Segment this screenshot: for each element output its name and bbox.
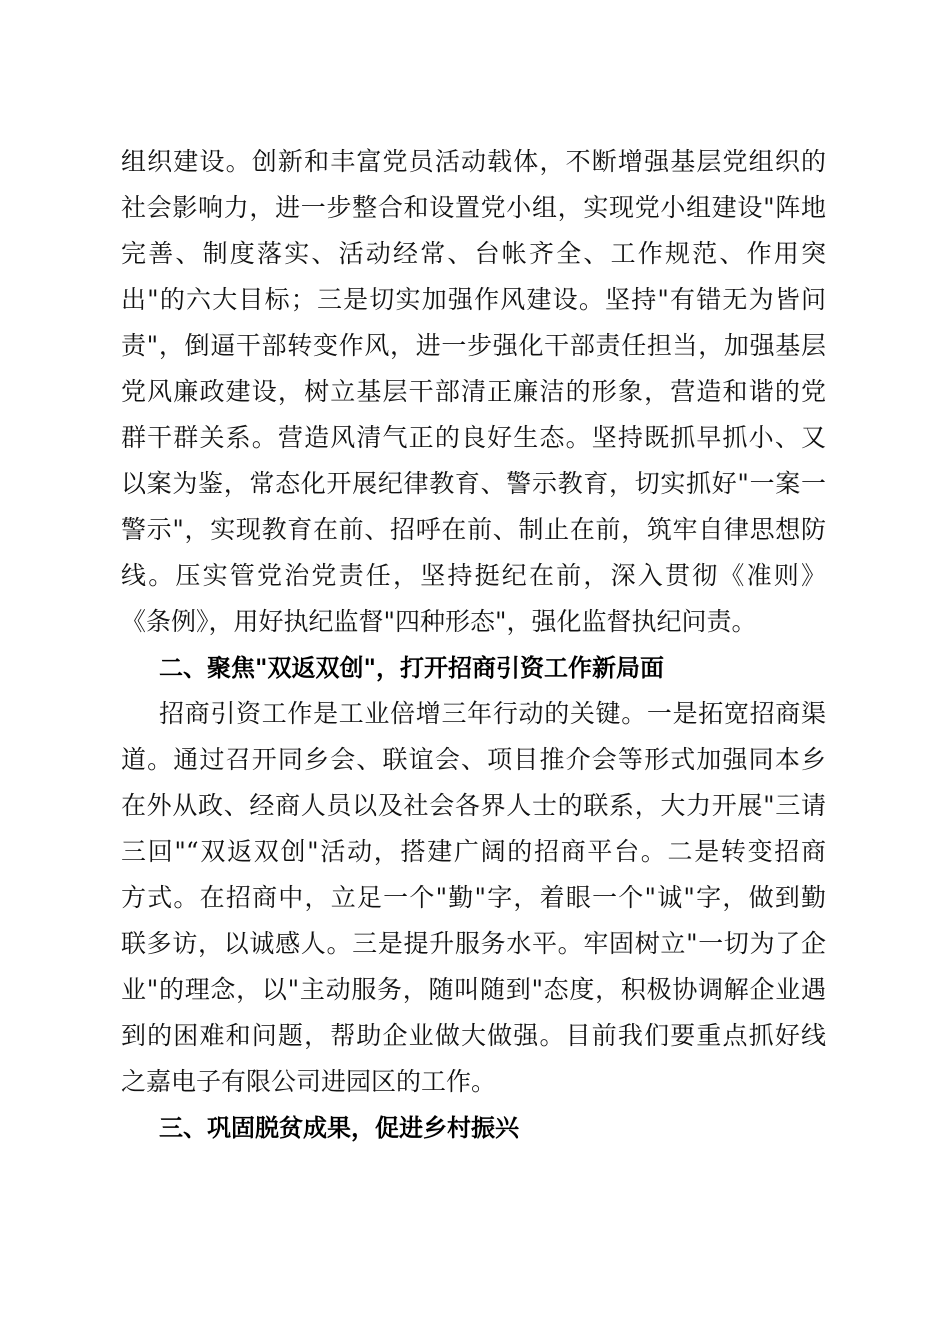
text-line: 在外从政、经商人员以及社会各界人士的联系，大力开展"三请 bbox=[121, 791, 826, 820]
text-line: 线。压实管党治党责任，坚持挺纪在前，深入贯彻《准则》 bbox=[121, 561, 826, 590]
text-line: 出"的六大目标；三是切实加强作风建设。坚持"有错无为皆问 bbox=[121, 285, 826, 314]
text-line: 组织建设。创新和丰富党员活动载体，不断增强基层党组织的 bbox=[121, 147, 826, 176]
text-line: 警示"，实现教育在前、招呼在前、制止在前，筑牢自律思想防 bbox=[121, 515, 826, 544]
text-line: 之嘉电子有限公司进园区的工作。 bbox=[121, 1067, 497, 1096]
text-line: 联多访，以诚感人。三是提升服务水平。牢固树立"一切为了企 bbox=[121, 929, 826, 958]
text-line: 完善、制度落实、活动经常、台帐齐全、工作规范、作用突 bbox=[121, 239, 826, 268]
text-line: 党风廉政建设，树立基层干部清正廉洁的形象，营造和谐的党 bbox=[121, 377, 826, 406]
text-line: 以案为鉴，常态化开展纪律教育、警示教育，切实抓好"一案一 bbox=[121, 469, 826, 498]
text-line: 方式。在招商中，立足一个"勤"字，着眼一个"诚"字，做到勤 bbox=[121, 883, 826, 912]
text-line: 《条例》，用好执纪监督"四种形态"，强化监督执纪问责。 bbox=[121, 607, 757, 636]
text-line: 三回"“双返双创"活动，搭建广阔的招商平台。二是转变招商 bbox=[121, 837, 826, 866]
section-heading: 三、巩固脱贫成果，促进乡村振兴 bbox=[159, 1114, 519, 1142]
text-line: 社会影响力，进一步整合和设置党小组，实现党小组建设"阵地 bbox=[121, 193, 826, 222]
section-heading: 二、聚焦"双返双创"，打开招商引资工作新局面 bbox=[159, 654, 665, 682]
text-line: 责"，倒逼干部转变作风，进一步强化干部责任担当，加强基层 bbox=[121, 331, 826, 360]
text-line: 群干群关系。营造风清气正的良好生态。坚持既抓早抓小、又 bbox=[121, 423, 826, 452]
text-line: 业"的理念，以"主动服务，随叫随到"态度，积极协调解企业遇 bbox=[121, 975, 826, 1004]
text-line: 到的困难和问题，帮助企业做大做强。目前我们要重点抓好线 bbox=[121, 1021, 826, 1050]
text-line: 招商引资工作是工业倍增三年行动的关键。一是拓宽招商渠 bbox=[159, 699, 826, 728]
text-line: 道。通过召开同乡会、联谊会、项目推介会等形式加强同本乡 bbox=[121, 745, 826, 774]
